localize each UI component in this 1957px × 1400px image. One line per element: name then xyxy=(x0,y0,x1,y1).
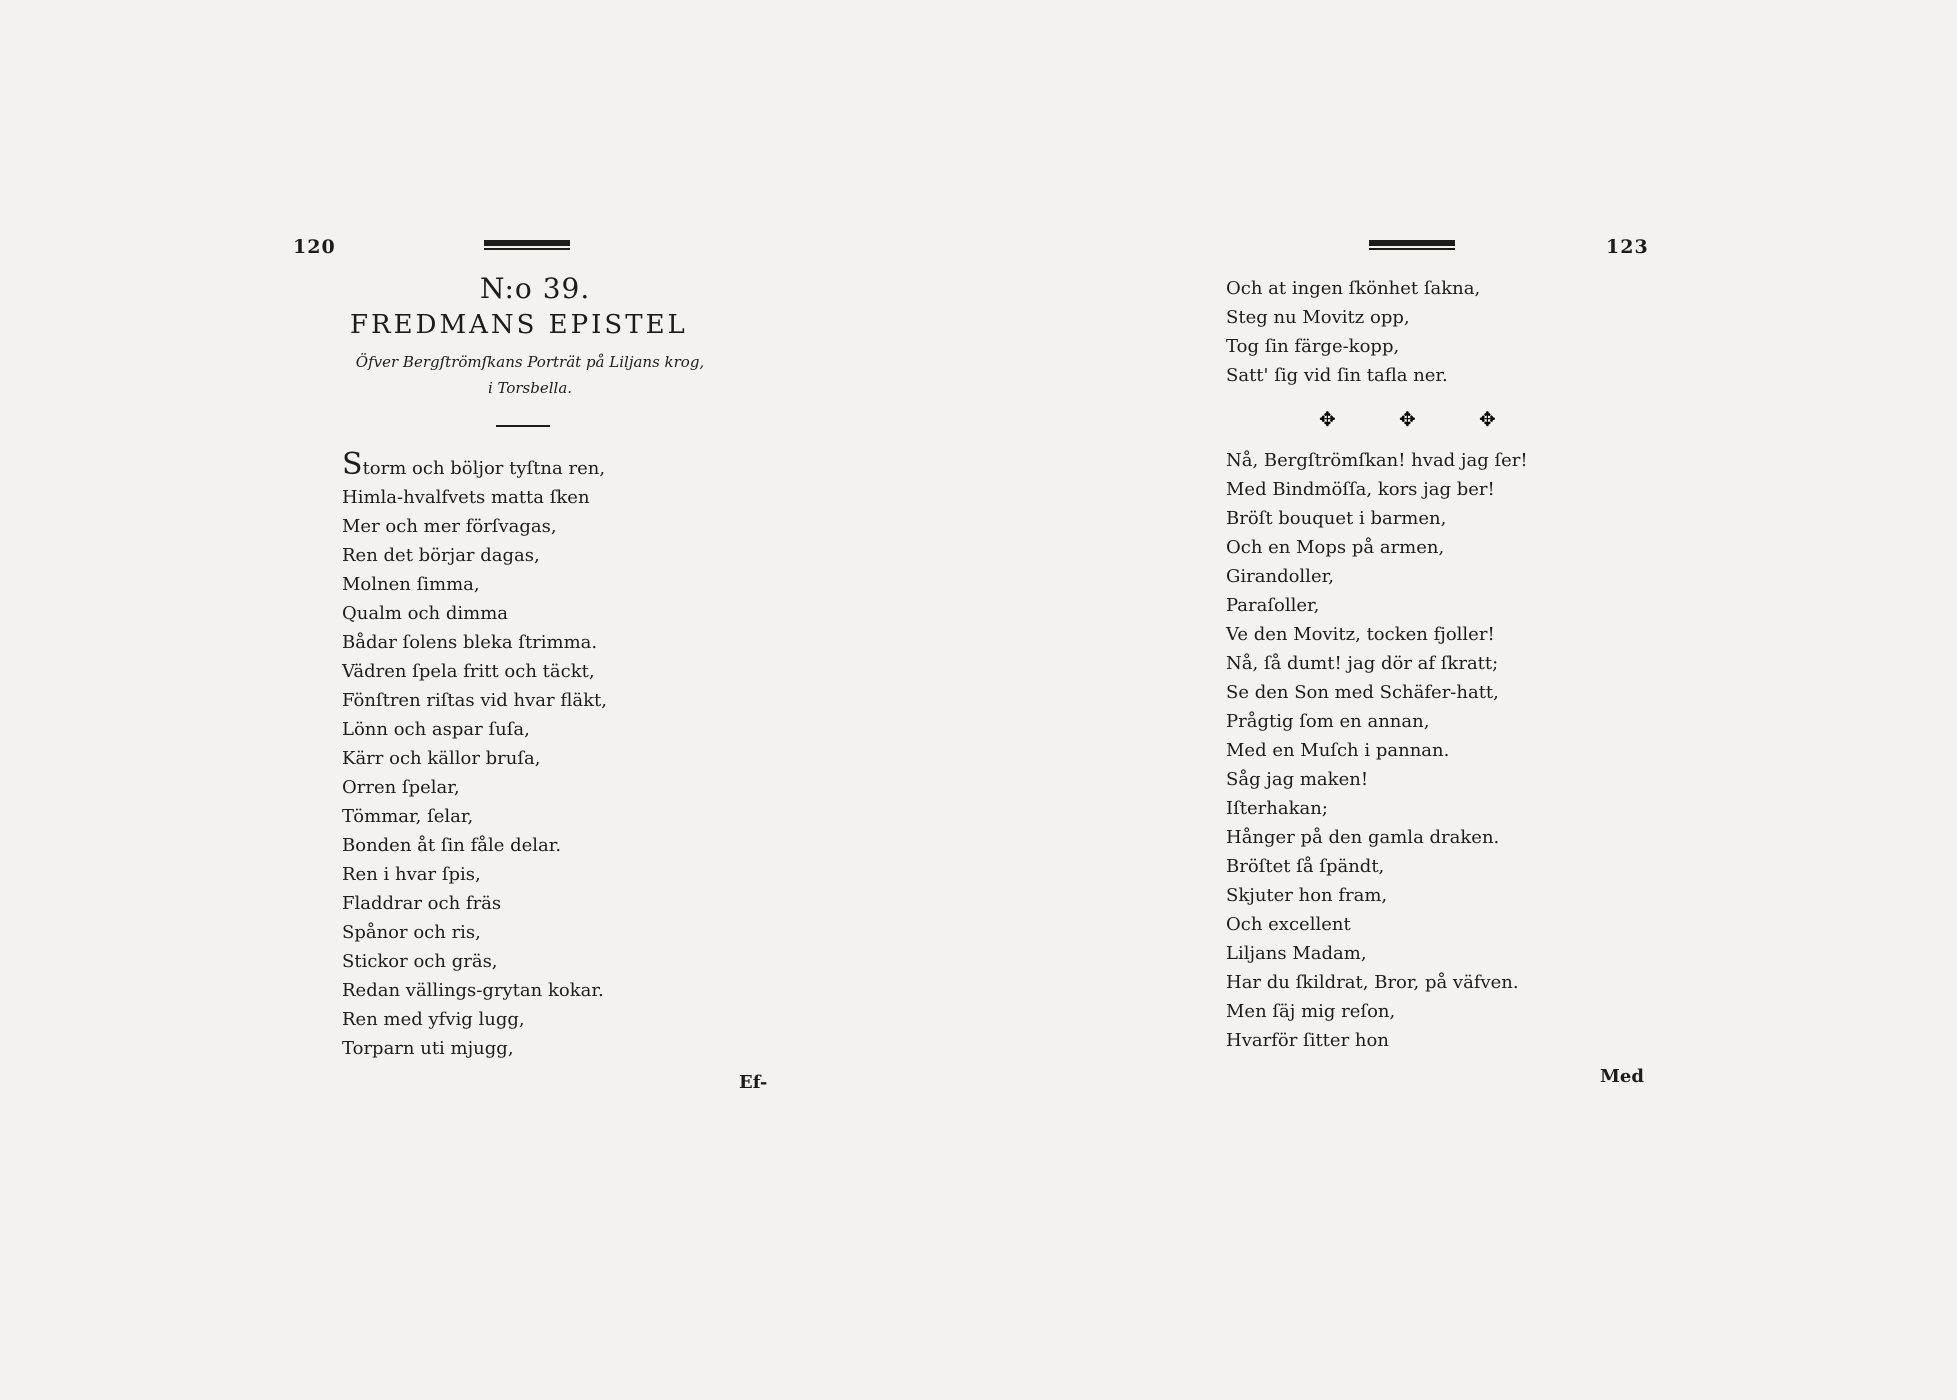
verse-line: Nå, Bergſtrömſkan! hvad jag ſer! xyxy=(1226,450,1528,471)
verse-line: Med Bindmöſſa, kors jag ber! xyxy=(1226,479,1495,500)
verse-line: Paraſoller, xyxy=(1226,595,1320,616)
verse-line: Steg nu Movitz opp, xyxy=(1226,307,1410,328)
verse-line: Bonden åt ſin fåle delar. xyxy=(342,835,562,856)
verse-line: Molnen ſimma, xyxy=(342,574,480,595)
verse-line: Stickor och gräs, xyxy=(342,951,498,972)
subtitle-line-1: Öfver Bergſtrömſkans Porträt på Liljans krog, xyxy=(355,353,705,371)
verse-line: Girandoller, xyxy=(1226,566,1334,587)
verse-line: Torparn uti mjugg, xyxy=(342,1038,514,1059)
verse-line-text: torm och böljor tyſtna ren, xyxy=(362,458,606,479)
verse-line: Bröſt bouquet i barmen, xyxy=(1226,508,1447,529)
verse-line: Har du ſkildrat, Bror, på väfven. xyxy=(1226,972,1519,993)
stanza-ornament-icon: ✥ xyxy=(1319,409,1336,431)
subtitle-line-2: i Torsbella. xyxy=(487,379,573,397)
verse-line: Liljans Madam, xyxy=(1226,943,1367,964)
verse-line: Mer och mer förſvagas, xyxy=(342,516,557,537)
epistle-number: N:o 39. xyxy=(480,272,591,305)
verse-line: Satt' ſig vid ſin tafla ner. xyxy=(1226,365,1448,386)
drop-cap: S xyxy=(342,447,363,482)
stanza-ornament-icon: ✥ xyxy=(1479,409,1496,431)
epistle-subtitle xyxy=(330,349,730,401)
verse-line: Redan vällings-grytan kokar. xyxy=(342,980,604,1001)
header-ornament-bar xyxy=(484,240,570,250)
verse-block xyxy=(1226,446,1528,1055)
verse-line: Och excellent xyxy=(1226,914,1351,935)
left-page xyxy=(0,0,978,1400)
verse-line: Prågtig ſom en annan, xyxy=(1226,711,1430,732)
stanza-ornament-icon: ✥ xyxy=(1399,409,1416,431)
verse-line: Fönſtren riſtas vid hvar fläkt, xyxy=(342,690,607,711)
stanza-ornament-row xyxy=(1319,410,1499,430)
verse-line: Orren ſpelar, xyxy=(342,777,460,798)
catchword: Med xyxy=(1600,1066,1644,1087)
verse-line: Skjuter hon fram, xyxy=(1226,885,1388,906)
verse-block xyxy=(342,447,607,1063)
title-divider-rule xyxy=(496,425,550,427)
verse-line: Såg jag maken! xyxy=(1226,769,1369,790)
catchword: Ef- xyxy=(739,1072,768,1093)
ornament-thick-rule xyxy=(1369,240,1455,246)
ornament-thin-rule xyxy=(1369,248,1455,250)
verse-line: Tömmar, ſelar, xyxy=(342,806,474,827)
verse-line xyxy=(342,447,607,483)
verse-line: Bådar ſolens bleka ſtrimma. xyxy=(342,632,598,653)
verse-block-top xyxy=(1226,274,1480,390)
verse-line: Ren i hvar ſpis, xyxy=(342,864,481,885)
right-page xyxy=(979,0,1957,1400)
verse-line: Med en Muſch i pannan. xyxy=(1226,740,1450,761)
verse-line: Lönn och aspar ſuſa, xyxy=(342,719,530,740)
verse-line: Hvarför ſitter hon xyxy=(1226,1030,1389,1051)
verse-line: Iſterhakan; xyxy=(1226,798,1328,819)
verse-line: Bröſtet ſå ſpändt, xyxy=(1226,856,1385,877)
verse-line: Och at ingen ſkönhet ſakna, xyxy=(1226,278,1481,299)
verse-line: Ren med yfvig lugg, xyxy=(342,1009,525,1030)
verse-line: Men ſäj mig reſon, xyxy=(1226,1001,1396,1022)
verse-line: Kärr och källor bruſa, xyxy=(342,748,541,769)
ornament-thin-rule xyxy=(484,248,570,250)
verse-line: Spånor och ris, xyxy=(342,922,481,943)
ornament-thick-rule xyxy=(484,240,570,246)
epistle-title: FREDMANS EPISTEL xyxy=(350,310,688,340)
verse-line: Och en Mops på armen, xyxy=(1226,537,1445,558)
verse-line: Fladdrar och fräs xyxy=(342,893,502,914)
verse-line: Qualm och dimma xyxy=(342,603,509,624)
verse-line: Ve den Movitz, tocken fjoller! xyxy=(1226,624,1495,645)
verse-line: Tog ſin färge-kopp, xyxy=(1226,336,1400,357)
verse-line: Himla-hvalfvets matta ſken xyxy=(342,487,590,508)
page-number: 120 xyxy=(293,236,336,258)
verse-line: Ren det börjar dagas, xyxy=(342,545,540,566)
page-number: 123 xyxy=(1606,236,1649,258)
verse-line: Vädren ſpela fritt och täckt, xyxy=(342,661,595,682)
verse-line: Nå, ſå dumt! jag dör af ſkratt; xyxy=(1226,653,1499,674)
header-ornament-bar xyxy=(1369,240,1455,250)
verse-line: Hånger på den gamla draken. xyxy=(1226,827,1500,848)
verse-line: Se den Son med Schäfer-hatt, xyxy=(1226,682,1499,703)
